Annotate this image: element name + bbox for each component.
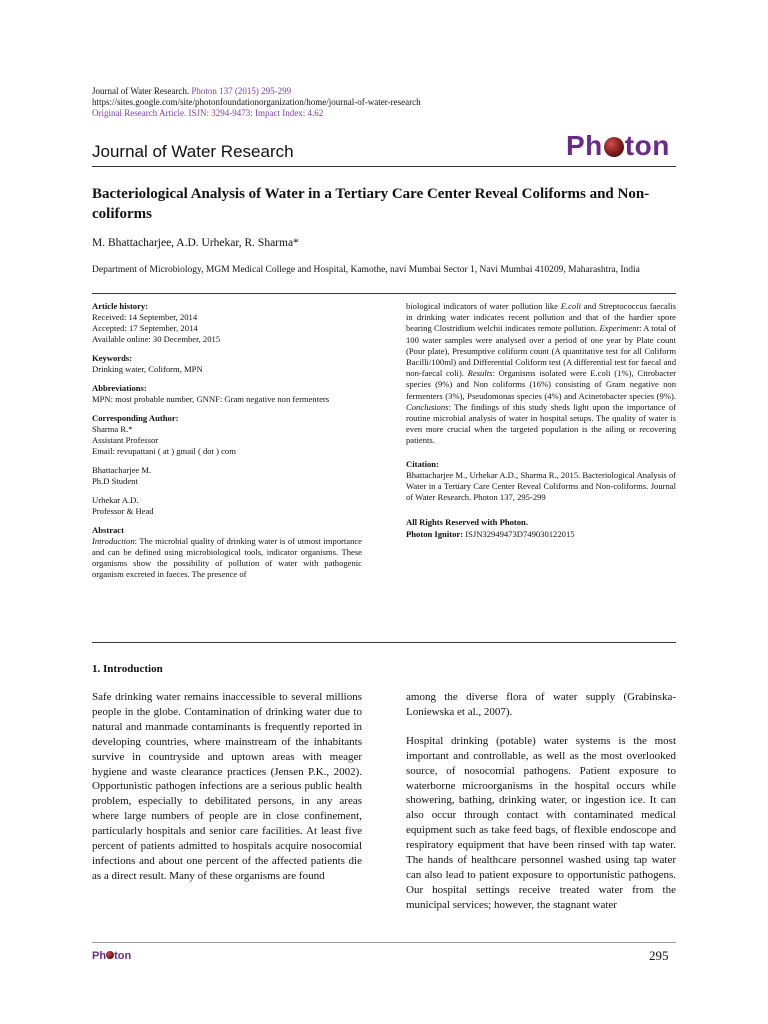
rights-block bbox=[406, 517, 676, 539]
ecoli-term: E.coli bbox=[560, 301, 581, 311]
journal-url[interactable]: https://sites.google.com/site/photonfoundationorganization/home/journal-of-water-research bbox=[92, 97, 421, 107]
intro-paragraph-3: Hospital drinking (potable) water systems is the most important and controllable, as well as the most overlooked source, of nosocomial pathogens. Patient exposure to waterborne microorganisms in the hospital occurs while showering, bathing, drinking water, or ingestion ice. It can also occur through contact with contaminated medical equipment such as take feed bags, of flexible endoscope and respiratory equipment that have been rinsed with tap water. The hands of healthcare personnel washed using tap water can also lead to patient exposure to opportunistic pathogens. Our hospital settings receive treated water from the municipal services; however, the stagnant water bbox=[406, 734, 676, 911]
ignitor-label: Photon Ignitor: bbox=[406, 528, 464, 539]
results-label: Results bbox=[467, 368, 493, 379]
photon-ignitor bbox=[406, 529, 676, 540]
intro-right-column bbox=[406, 690, 676, 913]
journal-citation-prefix: Journal of Water Research. bbox=[92, 86, 190, 96]
header-divider bbox=[92, 166, 676, 167]
logo-text-left: Ph bbox=[566, 130, 603, 161]
intro-paragraph-1: Safe drinking water remains inaccessible to several millions people in the globe. Contamination of drinking water due to natural and manmade contaminants is frequently reported in developing countries, where mainstream of the inhabitants survive in countryside and uptown areas with meager hygiene and waste clearance practices (Jensen P.K., 2002). Opportunistic pathogen infections are a serious public health problem, especially to debilitated persons, in any areas where large numbers of people are in close confinement, particularly hospitals and senior care facilities. At least five percent of patients admitted to hospitals acquire nosocomial infections and about one percent of the affected patients die as a direct result. Many of these organisms are found bbox=[92, 691, 362, 882]
journal-citation-header bbox=[92, 86, 421, 119]
intro-text: : The microbial quality of drinking water is of utmost importance and can be defined using microbiological tools, indicator organisms. These organisms show the possibility of pollution of water with pathogenic organism excreted in faeces. The presence of bbox=[92, 536, 362, 579]
article-title: Bacteriological Analysis of Water in a Tertiary Care Center Reveal Coliforms and Non-coliforms bbox=[92, 186, 650, 222]
footer-logo-text-right: ton bbox=[114, 950, 132, 962]
abbreviations-text: MPN: most probable number, GNNF: Gram negative non fermenters bbox=[92, 394, 330, 404]
abstract-cont-text-1: biological indicators of water pollution like bbox=[406, 301, 561, 311]
footer-logo bbox=[92, 950, 131, 962]
corresponding-author-email: Email: revupattani ( at ) gmail ( dot ) com bbox=[92, 446, 236, 456]
article-history bbox=[92, 301, 362, 345]
conclusions-label: Conclusions bbox=[406, 401, 449, 412]
intro-left-column bbox=[92, 690, 362, 884]
page-number: 295 bbox=[649, 948, 669, 963]
experiment-text: : A total of 100 water samples were analysed over a period of one year by Plate count (Pour plate), Presumptive coliform count (A quantitative test for all Coliform Bacilli/100ml) and Differential Coliform test (A differential test for faecal and non-faecal coli). bbox=[406, 323, 676, 379]
affiliation-divider bbox=[92, 293, 676, 294]
experiment-label: Experiment bbox=[599, 323, 640, 334]
author-2-title: Ph.D Student bbox=[92, 476, 138, 486]
rights-statement: All Rights Reserved with Photon. bbox=[406, 517, 528, 528]
abstract-continuation bbox=[406, 301, 676, 447]
corresponding-author-title: Assistant Professor bbox=[92, 435, 159, 445]
author-2-name: Bhattacharjee M. bbox=[92, 465, 152, 475]
accepted-date: Accepted: 17 September, 2014 bbox=[92, 323, 198, 333]
abstract-cont-text-2: and Streptococcus faecalis in drinking water indicates recent pollution and that of the hardier spore bearing Clostridium welchii indicates remote pollution. bbox=[406, 301, 676, 334]
affiliation: Department of Microbiology, MGM Medical College and Hospital, Kamothe, navi Mumbai Sector 1, Navi Mumbai 410209, Maharashtra, India bbox=[92, 265, 640, 275]
article-type-line: Original Research Article. ISJN: 3294-9473: Impact Index: 4.62 bbox=[92, 108, 324, 118]
results-text: : Organisms isolated were E.coli (1%), Citrobacter species (9%) and Non coliforms (16%) consisting of Gram negative non fermenters (3%), Pseudomonas species (4%) and Acinetobacter species (9%). bbox=[406, 368, 676, 401]
corresponding-author-section bbox=[92, 413, 362, 457]
abstract-divider bbox=[92, 642, 676, 643]
author-2-block bbox=[92, 465, 362, 487]
keywords-section bbox=[92, 353, 362, 375]
history-heading: Article history: bbox=[92, 301, 149, 311]
intro-label: Introduction bbox=[92, 536, 135, 546]
abbreviations-section bbox=[92, 383, 362, 405]
volume-link[interactable]: Photon 137 (2015) 295-299 bbox=[191, 86, 292, 96]
abbreviations-heading: Abbreviations: bbox=[92, 383, 147, 393]
citation-line-1 bbox=[92, 86, 421, 97]
intro-paragraph-2: among the diverse flora of water supply (Grabinska-Loniewska et al., 2007). bbox=[406, 691, 676, 718]
author-3-block bbox=[92, 495, 362, 517]
logo-dot-icon bbox=[604, 137, 624, 157]
photon-logo bbox=[566, 130, 670, 162]
abstract-section bbox=[92, 525, 362, 580]
ignitor-value: ISJN32949473D749030122015 bbox=[463, 528, 575, 539]
corresponding-author-heading: Corresponding Author: bbox=[92, 413, 179, 423]
article-info-column bbox=[92, 301, 362, 580]
keywords-heading: Keywords: bbox=[92, 353, 133, 363]
citation-heading: Citation: bbox=[406, 458, 439, 469]
online-date: Available online: 30 December, 2015 bbox=[92, 334, 221, 344]
corresponding-author-name: Sharma R.* bbox=[92, 424, 133, 434]
footer-logo-dot-icon bbox=[106, 951, 114, 959]
abstract-continuation-column bbox=[406, 301, 676, 540]
citation-text: Bhattacharjee M., Urhekar A.D., Sharma R., 2015. Bacteriological Analysis of Water in a Tertiary Care Center Reveal Coliforms and Non-coliforms. Journal of Water Research. Photon 137, 295-299 bbox=[406, 469, 676, 503]
conclusions-text: : The findings of this study sheds light upon the importance of routine microbial analysis of water in hospital setups. The quality of water is even more crucial when the targeted population is the ailing or recovering patients. bbox=[406, 401, 676, 446]
footer-divider bbox=[92, 942, 676, 943]
abstract-heading: Abstract bbox=[92, 525, 124, 535]
journal-name: Journal of Water Research bbox=[92, 142, 294, 161]
footer-logo-text-left: Ph bbox=[92, 950, 107, 962]
logo-text-right: ton bbox=[624, 130, 670, 161]
author-3-name: Urhekar A.D. bbox=[92, 495, 139, 505]
received-date: Received: 14 September, 2014 bbox=[92, 312, 198, 322]
abstract-intro bbox=[92, 536, 362, 580]
author-list: M. Bhattacharjee, A.D. Urhekar, R. Sharma* bbox=[92, 237, 299, 249]
introduction-heading: 1. Introduction bbox=[92, 663, 163, 675]
author-3-title: Professor & Head bbox=[92, 506, 154, 516]
keywords-text: Drinking water, Coliform, MPN bbox=[92, 364, 203, 374]
